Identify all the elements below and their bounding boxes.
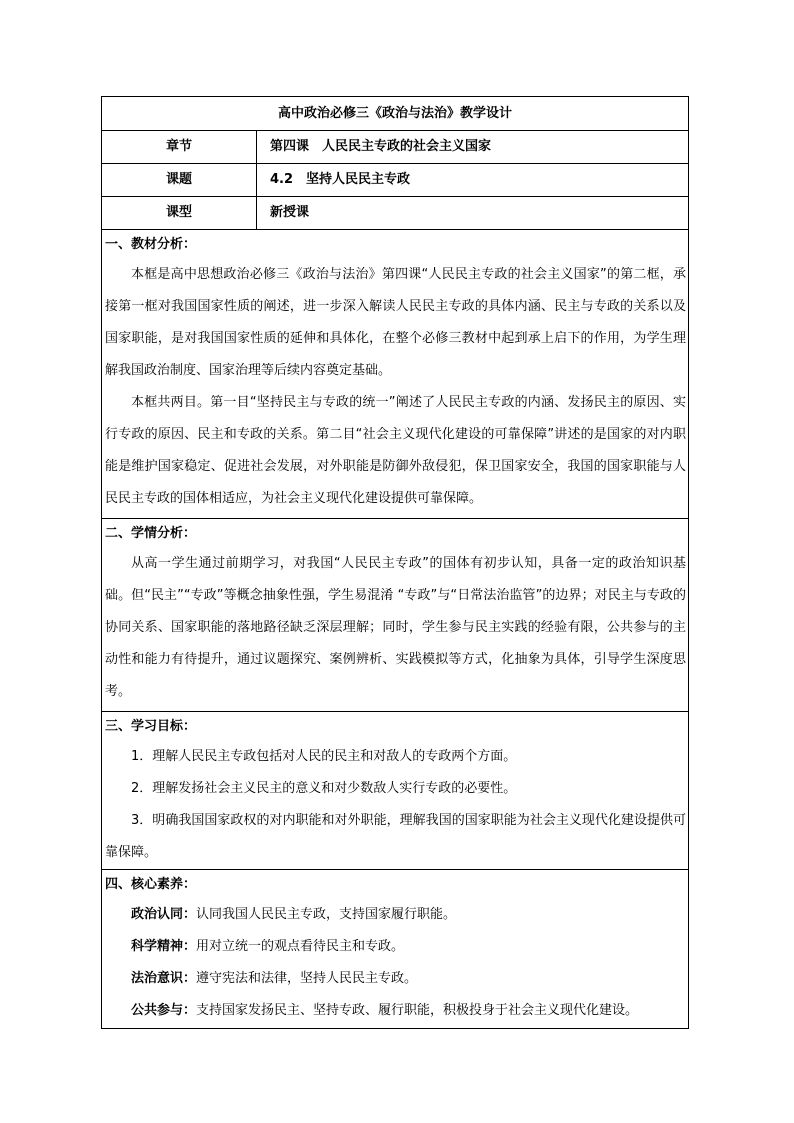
competency-key: 公共参与： [131, 1003, 197, 1018]
topic-label: 课题 [102, 164, 257, 197]
competency-key: 政治认同： [131, 907, 197, 922]
paragraph: 本框共两目。第一目“坚持民主与专政的统一”阐述了人民民主专政的内涵、发扬民主的原因、实行专政的原因、民主和专政的关系。第二目“社会主义现代化建设的可靠保障”讲述的是国家的对内职能是维护国家稳定、促进社会发展，对外职能是防御外敌侵犯，保卫国家安全，我国的国家职能与人民民主专政的国体相适应，为社会主义现代化建设提供可靠保障。 [105, 395, 687, 506]
competency-text: 用对立统一的观点看待民主和专政。 [196, 939, 405, 954]
info-row-topic [102, 164, 689, 197]
section-heading: 一、教材分析： [105, 237, 197, 252]
chapter-value: 第四课 人民民主专政的社会主义国家 [257, 131, 689, 164]
competency-item [102, 995, 688, 1027]
info-row-chapter [102, 131, 689, 164]
competency-item [102, 899, 688, 931]
competency-text: 认同我国人民民主专政，支持国家履行职能。 [196, 907, 457, 922]
competency-key: 法治意识： [131, 971, 197, 986]
topic-value: 4.2 坚持人民民主专政 [257, 164, 689, 197]
competency-text: 遵守宪法和法律，坚持人民民主专政。 [196, 971, 418, 986]
goal-item: 2．理解发扬社会主义民主的意义和对少数敌人实行专政的必要性。 [131, 781, 517, 796]
lesson-plan-table [101, 96, 689, 1029]
competency-text: 支持国家发扬民主、坚持专政、履行职能，积极投身于社会主义现代化建设。 [196, 1003, 639, 1018]
lesson-plan-document [101, 96, 688, 1029]
section-heading: 四、核心素养： [105, 877, 197, 892]
section-heading: 三、学习目标： [105, 719, 197, 734]
paragraph: 本框是高中思想政治必修三《政治与法治》第四课“人民民主专政的社会主义国家”的第二框，承接第一框对我国国家性质的阐述，进一步深入解读人民民主专政的具体内涵、民主与专政的关系以及国家职能，是对我国国家性质的延伸和具体化，在整个必修三教材中起到承上启下的作用，为学生理解我国政治制度、国家治理等后续内容奠定基础。 [105, 267, 687, 378]
info-row-lesson-type [102, 197, 689, 230]
chapter-label: 章节 [102, 131, 257, 164]
section-learning-goals [102, 712, 689, 870]
competency-item [102, 963, 688, 995]
lesson-type-label: 课型 [102, 197, 257, 230]
section-core-competencies [102, 870, 689, 1029]
section-heading: 二、学情分析： [105, 526, 197, 541]
competency-item [102, 931, 688, 963]
document-title: 高中政治必修三《政治与法治》教学设计 [102, 97, 689, 131]
section-textbook-analysis [102, 230, 689, 519]
goal-item: 1．理解人民民主专政包括对人民的民主和对敌人的专政两个方面。 [131, 749, 517, 764]
goal-item: 3．明确我国国家政权的对内职能和对外职能，理解我国的国家职能为社会主义现代化建设提供可靠保障。 [105, 813, 687, 860]
competency-key: 科学精神： [131, 939, 197, 954]
lesson-type-value: 新授课 [257, 197, 689, 230]
section-student-analysis [102, 519, 689, 712]
paragraph: 从高一学生通过前期学习，对我国“人民民主专政”的国体有初步认知，具备一定的政治知识基础。但“民主”“专政”等概念抽象性强，学生易混淆 “专政”与“日常法治监管”的边界；对民主与专政的协同关系、国家职能的落地路径缺乏深层理解；同时，学生参与民主实践的经验有限，公共参与的主动性和能力有待提升，通过议题探究、案例辨析、实践模拟等方式，化抽象为具体，引导学生深度思考。 [105, 556, 687, 699]
